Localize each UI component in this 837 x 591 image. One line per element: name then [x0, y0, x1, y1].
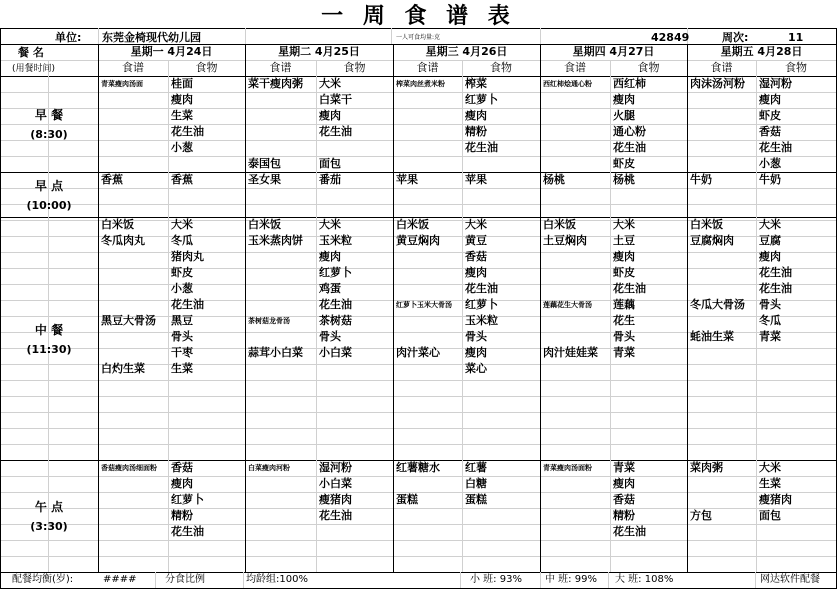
food-item: 大米: [613, 218, 635, 231]
food-item: 红萝卜: [465, 93, 498, 106]
grid-line: [0, 556, 837, 557]
food-item: 花生油: [319, 298, 352, 311]
food-item: 花生油: [319, 509, 352, 522]
food-item: 瘦肉: [613, 93, 635, 106]
grid-line: [687, 44, 688, 572]
footer-small-class: 小 班: 93%: [470, 574, 522, 585]
food-item: 香菇: [171, 461, 193, 474]
food-item: 红萝卜: [465, 298, 498, 311]
food-item: 花生油: [465, 141, 498, 154]
footer-software: 网达软件配餐: [760, 574, 820, 585]
food-item: 瘦肉: [465, 266, 487, 279]
food-item: 大米: [465, 218, 487, 231]
grid-line: [0, 540, 837, 541]
food-item: 瘦肉: [759, 93, 781, 106]
recipe-name: 白米饭: [101, 218, 134, 231]
recipe-name: 香菇瘦肉汤细面粉: [101, 464, 157, 472]
food-item: 大米: [759, 461, 781, 474]
food-item: 青菜: [613, 346, 635, 359]
food-item: 瘦肉: [613, 477, 635, 490]
footer-big-class: 大 班: 108%: [615, 574, 674, 585]
food-item: 榨菜: [465, 77, 487, 90]
grid-line: [610, 60, 611, 572]
food-item: 骨头: [171, 330, 193, 343]
week-label: 周次:: [722, 31, 749, 44]
recipe-name: 青菜瘦肉汤面: [101, 80, 143, 88]
food-item: 瘦肉: [319, 109, 341, 122]
food-item: 土豆: [613, 234, 635, 247]
unit-value: 东莞金椅现代幼儿园: [102, 31, 201, 44]
food-item: 面包: [759, 509, 781, 522]
food-item: 玉米粒: [465, 314, 498, 327]
food-item: 冬瓜: [171, 234, 193, 247]
food-item: 骨头: [465, 330, 487, 343]
footer-split-label: 分食比例: [165, 574, 205, 585]
food-item: 红萝卜: [319, 266, 352, 279]
food-item: 花生油: [319, 125, 352, 138]
food-item: 瘦肉: [171, 93, 193, 106]
recipe-name: 冬瓜大骨汤: [690, 298, 745, 311]
food-item: 生菜: [171, 362, 193, 375]
recipe-name: 菜肉粥: [690, 461, 723, 474]
food-item: 瘦肉: [759, 250, 781, 263]
food-item: 生菜: [171, 109, 193, 122]
food-item: 大米: [171, 218, 193, 231]
meal-time: (11:30): [26, 342, 72, 356]
meal-name: 中 餐: [34, 322, 64, 337]
footer-ratio-value: ####: [103, 574, 137, 585]
food-item: 湿河粉: [759, 77, 792, 90]
food-item: 香菇: [613, 493, 635, 506]
grid-line: [0, 92, 837, 93]
food-item: 小白菜: [319, 477, 352, 490]
recipe-name: 黑豆大骨汤: [101, 314, 156, 327]
food-item: 香菇: [465, 250, 487, 263]
food-item: 精粉: [465, 125, 487, 138]
recipe-name: 肉汁菜心: [396, 346, 440, 359]
food-item: 精粉: [171, 509, 193, 522]
recipe-name: 泰国包: [248, 157, 281, 170]
grid-line: [608, 572, 609, 588]
recipe-name: 西红柿烩通心粉: [543, 80, 592, 88]
food-item: 白糖: [465, 477, 487, 490]
food-item: 玉米粒: [319, 234, 352, 247]
food-column-header: 食物: [490, 61, 512, 74]
food-item: 豆腐: [759, 234, 781, 247]
footer-ratio-label: 配餐均衡(岁):: [12, 574, 74, 585]
food-item: 茶树菇: [319, 314, 352, 327]
food-item: 冬瓜: [759, 314, 781, 327]
food-item: 花生油: [613, 282, 646, 295]
recipe-name: 榨菜肉丝煮米粉: [396, 80, 445, 88]
food-item: 花生油: [171, 298, 204, 311]
food-item: 白菜干: [319, 93, 352, 106]
food-item: 小白菜: [319, 346, 352, 359]
footer-middle-class: 中 班: 99%: [545, 574, 597, 585]
unit-label: 单位:: [55, 31, 82, 44]
meal-name: 早 餐: [34, 108, 64, 122]
recipe-name: 白米饭: [690, 218, 723, 231]
grid-line: [243, 572, 244, 588]
grid-line: [0, 284, 837, 285]
recipe-name: 莲藕花生大骨汤: [543, 301, 592, 309]
food-item: 莲藕: [613, 298, 635, 311]
portion-note: 一人可食均量:克: [396, 34, 441, 41]
grid-line: [0, 524, 837, 525]
grid-line: [0, 156, 837, 157]
recipe-name: 肉沫汤河粉: [690, 77, 745, 90]
grid-line: [0, 108, 837, 109]
grid-line: [0, 124, 837, 125]
meal-name: 午 点: [34, 500, 64, 514]
food-item: 花生: [613, 314, 635, 327]
grid-line: [540, 572, 541, 588]
grid-line: [0, 588, 837, 589]
food-item: 青菜: [613, 461, 635, 474]
recipe-name: 红萝卜玉米大骨汤: [396, 301, 452, 309]
day-header-label: 星期二 4月25日: [278, 45, 360, 58]
food-item: 大米: [319, 218, 341, 231]
grid-line: [393, 44, 394, 572]
grid-line: [0, 428, 837, 429]
food-item: 小葱: [171, 141, 193, 154]
grid-line: [98, 44, 99, 572]
food-item: 湿河粉: [319, 461, 352, 474]
recipe-name: 白米饭: [543, 218, 576, 231]
recipe-name: 黄豆焖肉: [396, 234, 440, 247]
food-item: 鸡蛋: [319, 282, 341, 295]
food-column-header: 食物: [785, 61, 807, 74]
recipe-name: 方包: [690, 509, 712, 522]
food-item: 牛奶: [759, 173, 781, 186]
food-item: 骨头: [319, 330, 341, 343]
food-item: 西红柿: [613, 77, 646, 90]
food-item: 杨桃: [613, 173, 635, 186]
food-item: 小葱: [171, 282, 193, 295]
grid-line: [0, 268, 837, 269]
food-item: 瘦肉: [319, 250, 341, 263]
recipe-name: 茶树菇龙骨汤: [248, 317, 290, 325]
food-item: 花生油: [171, 525, 204, 538]
day-header-label: 星期四 4月27日: [572, 45, 655, 58]
food-item: 骨头: [759, 298, 781, 311]
food-item: 虾皮: [171, 266, 193, 279]
food-column-header: 食物: [637, 61, 660, 74]
meal-time-header: (用餐时间): [12, 64, 56, 74]
recipe-name: 蚝油生菜: [690, 330, 734, 343]
grid-line: [0, 188, 837, 189]
recipe-name: 牛奶: [690, 173, 712, 186]
grid-line: [0, 380, 837, 381]
recipe-name: 豆腐焖肉: [690, 234, 734, 247]
recipe-column-header: 食谱: [564, 61, 586, 74]
food-item: 花生油: [613, 141, 646, 154]
food-item: 精粉: [613, 509, 635, 522]
grid-line: [316, 60, 317, 572]
meal-name: 早 点: [34, 178, 64, 193]
food-item: 虾皮: [613, 157, 635, 170]
grid-line: [0, 140, 837, 141]
recipe-name: 肉汁娃娃菜: [543, 346, 598, 359]
day-header-label: 星期一 4月24日: [130, 45, 213, 58]
recipe-name: 土豆焖肉: [543, 234, 587, 247]
food-item: 大米: [319, 77, 341, 90]
meal-time: (8:30): [30, 128, 68, 141]
grid-line: [0, 444, 837, 445]
food-item: 香蕉: [171, 173, 193, 186]
recipe-name: 青菜瘦肉汤面粉: [543, 464, 592, 472]
food-item: 菜心: [465, 362, 487, 375]
grid-line: [0, 492, 837, 493]
food-item: 瘦猪肉: [759, 493, 792, 506]
serial-number: 42849: [651, 31, 690, 44]
food-item: 虾皮: [613, 266, 635, 279]
grid-line: [0, 252, 837, 253]
recipe-name: 蛋糕: [396, 493, 418, 506]
recipe-name: 杨桃: [543, 173, 565, 186]
meal-time: (3:30): [30, 520, 68, 533]
food-item: 花生油: [171, 125, 204, 138]
recipe-name: 红薯糖水: [396, 461, 440, 474]
food-item: 通心粉: [613, 125, 646, 138]
grid-line: [756, 60, 757, 572]
food-item: 瘦肉: [465, 109, 487, 122]
food-item: 花生油: [465, 282, 498, 295]
food-item: 火腿: [613, 109, 635, 122]
grid-line: [0, 44, 1, 572]
recipe-name: 菜干瘦肉粥: [248, 77, 303, 90]
grid-line: [0, 476, 837, 477]
food-item: 花生油: [613, 525, 646, 538]
footer-avg-label: 均龄组:100%: [246, 574, 308, 585]
food-item: 生菜: [759, 477, 781, 490]
food-item: 小葱: [759, 157, 781, 170]
food-column-header: 食物: [343, 61, 366, 74]
food-item: 青菜: [759, 330, 781, 343]
grid-line: [0, 204, 837, 205]
recipe-name: 圣女果: [248, 173, 281, 186]
food-item: 花生油: [759, 282, 792, 295]
week-number: 11: [788, 31, 804, 44]
food-column-header: 食物: [195, 61, 218, 74]
food-item: 桂面: [171, 77, 193, 90]
meal-time: (10:00): [26, 198, 72, 212]
food-item: 黄豆: [465, 234, 487, 247]
food-item: 干枣: [171, 346, 193, 359]
grid-line: [460, 572, 461, 588]
food-item: 花生油: [759, 141, 792, 154]
food-item: 瘦肉: [613, 250, 635, 263]
food-item: 虾皮: [759, 109, 781, 122]
food-item: 苹果: [465, 173, 487, 186]
food-item: 面包: [319, 157, 341, 170]
page-title: 一 周 食 谱 表: [321, 4, 516, 29]
food-item: 猪肉丸: [171, 250, 204, 263]
food-item: 大米: [759, 218, 781, 231]
meal-name-header: 餐 名: [18, 46, 44, 59]
food-item: 蛋糕: [465, 493, 487, 506]
food-item: 瘦肉: [171, 477, 193, 490]
food-item: 番茄: [319, 173, 341, 186]
recipe-name: 蒜茸小白菜: [248, 346, 303, 359]
recipe-name: 白米饭: [396, 218, 429, 231]
recipe-name: 白米饭: [248, 218, 281, 231]
recipe-name: 白菜瘦肉河粉: [248, 464, 290, 472]
grid-line: [245, 44, 246, 572]
food-item: 黑豆: [171, 314, 193, 327]
food-item: 瘦猪肉: [319, 493, 352, 506]
recipe-column-header: 食谱: [416, 61, 439, 74]
food-item: 香菇: [759, 125, 781, 138]
grid-line: [462, 60, 463, 572]
recipe-name: 香蕉: [101, 173, 123, 186]
recipe-column-header: 食谱: [269, 61, 292, 74]
grid-line: [168, 60, 169, 572]
grid-line: [0, 412, 837, 413]
recipe-name: 冬瓜肉丸: [101, 234, 145, 247]
grid-line: [0, 572, 1, 588]
grid-line: [0, 396, 837, 397]
food-item: 红薯: [465, 461, 487, 474]
food-item: 红萝卜: [171, 493, 204, 506]
recipe-name: 苹果: [396, 173, 418, 186]
recipe-name: 玉米蒸肉饼: [248, 234, 303, 247]
food-item: 瘦肉: [465, 346, 487, 359]
recipe-column-header: 食谱: [710, 61, 733, 74]
grid-line: [755, 572, 756, 588]
food-item: 骨头: [613, 330, 635, 343]
day-header-label: 星期三 4月26日: [425, 45, 508, 58]
grid-line: [155, 572, 156, 588]
grid-line: [540, 44, 541, 572]
day-header-label: 星期五 4月28日: [720, 45, 803, 58]
recipe-name: 白灼生菜: [101, 362, 145, 375]
recipe-column-header: 食谱: [122, 61, 144, 74]
food-item: 花生油: [759, 266, 792, 279]
